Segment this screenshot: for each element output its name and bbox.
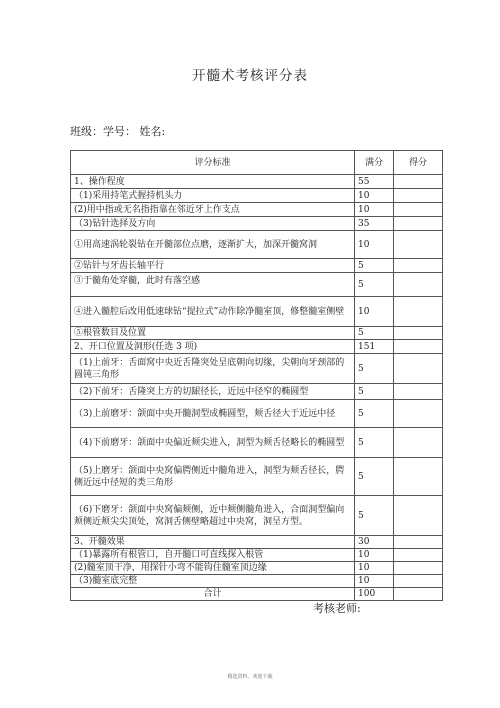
points-cell: 5 [355,400,394,428]
table-row [71,458,443,496]
points-cell: 35 [355,217,394,231]
table-row [71,297,443,327]
criteria-cell: ⑤根管数目及位置 [71,327,355,340]
criteria-cell: （5)上磨牙：颌面中央窝偏腭侧近中髓角进入，洞型为颊舌径长，腭侧近远中径短的类三角形 [71,458,355,496]
header-score: 得分 [394,151,443,175]
score-cell[interactable] [394,175,443,189]
table-row [71,428,443,458]
criteria-cell: ③于髓角处穿髓，此时有落空感 [71,273,355,297]
total-row [71,588,443,601]
score-cell[interactable] [394,217,443,231]
score-cell[interactable] [394,354,443,384]
table-row [71,354,443,384]
points-cell: 5 [355,259,394,273]
points-cell: 10 [355,203,394,217]
points-cell: 5 [355,458,394,496]
table-row [71,562,443,575]
score-cell[interactable] [394,400,443,428]
table-row [71,189,443,203]
table-row [71,340,443,354]
page-title: 开髓术考核评分表 [192,68,308,84]
table-row [71,231,443,259]
points-cell: 5 [355,273,394,297]
table-row [71,327,443,340]
points-cell: 10 [355,231,394,259]
criteria-cell: （1)暴露所有根管口，自开髓口可直线探入根管 [71,549,355,562]
table-row [71,549,443,562]
table-row [71,217,443,231]
header-full-marks: 满分 [355,151,394,175]
score-cell[interactable] [394,203,443,217]
criteria-cell: ④进入髓腔后改用低速球钻“提拉式”动作除净髓室顶，修整髓室侧壁 [71,297,355,327]
criteria-cell: （1)采用持笔式握持机头力 [71,189,355,203]
criteria-cell: （6)下磨牙：颌面中央窝偏颊侧，近中颊侧髓角进入，合面洞型偏向颊侧近颊尖尖顶处，窝洞舌侧壁略超过中央窝，洞呈方型。 [71,496,355,536]
score-cell[interactable] [394,231,443,259]
total-score-cell[interactable] [394,588,443,601]
table-row [71,259,443,273]
criteria-cell: （3)上前磨牙：颌面中央开髓洞型成椭圆型，颊舌径大于近远中径 [71,400,355,428]
table-row [71,175,443,189]
score-cell[interactable] [394,327,443,340]
examiner-signature-line: 考核老师: [313,602,361,615]
points-cell: 5 [355,327,394,340]
points-cell: 151 [355,340,394,354]
criteria-cell: 1、操作程度 [71,175,355,189]
score-cell[interactable] [394,562,443,575]
table-row [71,400,443,428]
criteria-cell: （3)钻针选择及方向 [71,217,355,231]
points-cell: 10 [355,575,394,588]
table-row [71,203,443,217]
table-header-row [71,151,443,175]
points-cell: 30 [355,536,394,549]
score-cell[interactable] [394,297,443,327]
points-cell: 10 [355,562,394,575]
score-cell[interactable] [394,496,443,536]
criteria-cell: （1)上前牙：舌面窝中央近舌隆突处呈底朝向切缘，尖朝向牙颈部的圆钝三角形 [71,354,355,384]
score-cell[interactable] [394,340,443,354]
criteria-cell: 3、开髓效果 [71,536,355,549]
points-cell: 5 [355,496,394,536]
student-info-line: 班级：学号： 姓名: [70,125,166,138]
score-table [70,150,443,601]
points-cell: 5 [355,384,394,400]
criteria-cell: ①用高速涡轮裂钻在开髓部位点磨，逐渐扩大，加深开髓窝洞 [71,231,355,259]
score-cell[interactable] [394,549,443,562]
score-cell[interactable] [394,273,443,297]
criteria-cell: (2)髓室顶干净，用探针小弯不能钩住髓室顶边缘 [71,562,355,575]
total-label: 合计 [71,588,355,601]
table-row [71,273,443,297]
criteria-cell: ②钻针与牙齿长轴平行 [71,259,355,273]
score-cell[interactable] [394,536,443,549]
criteria-cell: 2、开口位置及洞形(任选 3 项) [71,340,355,354]
score-cell[interactable] [394,458,443,496]
criteria-cell: （3)髓室底完整 [71,575,355,588]
footer-note: 精选资料，欢迎下载 [227,674,273,680]
score-cell[interactable] [394,384,443,400]
score-cell[interactable] [394,259,443,273]
criteria-cell: （2)下前牙：舌隆突上方的切龈径长，近远中径窄的椭圆型 [71,384,355,400]
table-row [71,575,443,588]
table-row [71,384,443,400]
header-criteria: 评分标准 [71,151,355,175]
score-cell[interactable] [394,428,443,458]
criteria-cell: （4)下前磨牙：颌面中央偏近颊尖进入，洞型为颊舌径略长的椭圆型 [71,428,355,458]
table-row [71,536,443,549]
score-cell[interactable] [394,189,443,203]
table-row [71,496,443,536]
points-cell: 5 [355,354,394,384]
criteria-cell: (2)用中指或无名指指靠在邻近牙上作支点 [71,203,355,217]
points-cell: 10 [355,549,394,562]
points-cell: 10 [355,189,394,203]
points-cell: 10 [355,297,394,327]
points-cell: 55 [355,175,394,189]
score-cell[interactable] [394,575,443,588]
points-cell: 5 [355,428,394,458]
total-points: 100 [355,588,394,601]
